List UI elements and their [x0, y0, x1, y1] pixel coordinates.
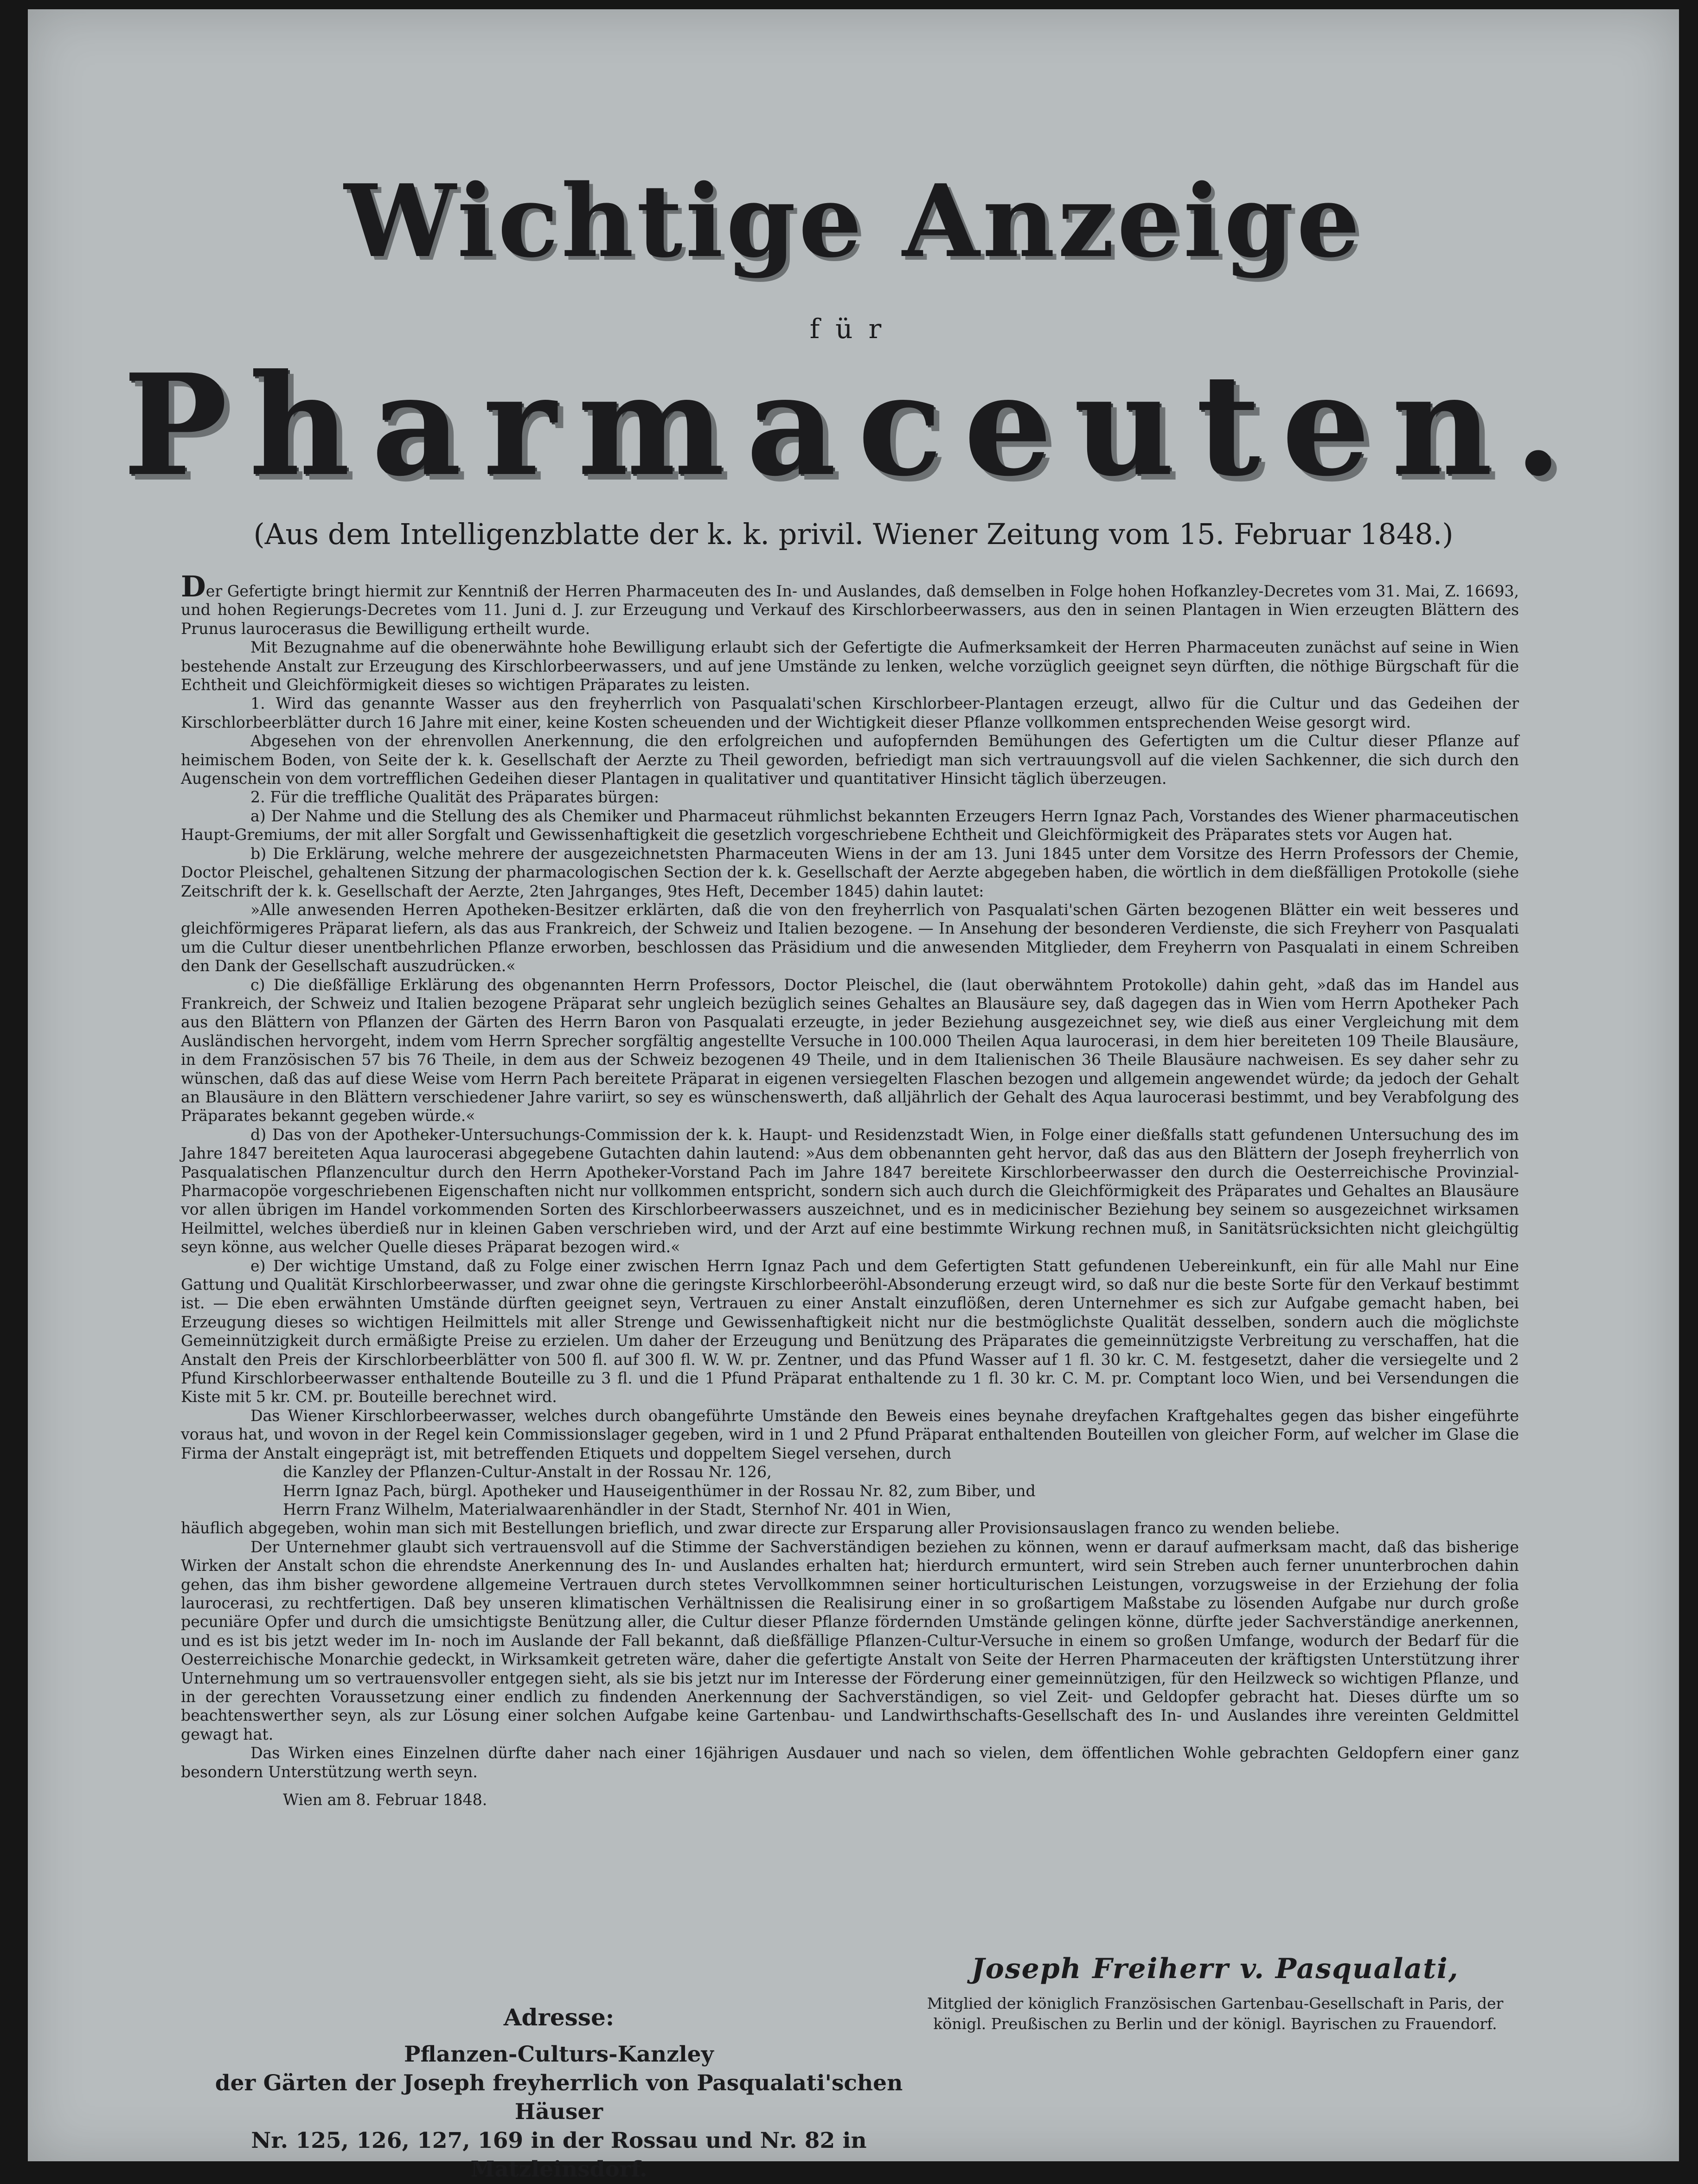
address-list-item: Herrn Franz Wilhelm, Materialwaarenhändler in der Stadt, Sternhof Nr. 401 in Wien, — [283, 1500, 952, 1518]
signatory-title-line: königl. Preußischen zu Berlin und der königl. Bayrischen zu Frauendorf. — [933, 2015, 1497, 2033]
paragraph: »Alle anwesenden Herren Apotheken-Besitzer erklärten, daß die von den freyherrlich von Pasqualati'schen Gärten bezogenen Blätter ein weit besseres und gleichförmigeres Präparat liefern, als das aus Frankreich, der Schweiz und Italien bezogene. — In Ansehung der besonderen Verdienste, die sich Freyherr von Pasqualati um die Cultur dieser unentbehrlichen Pflanze erworben, beschlossen das Präsidium und die anwesenden Mitglieder, dem Freyherrn von Pasqualati in einem Schreiben den Dank der Gesellschaft auszudrücken.« — [181, 900, 1519, 975]
paragraph: 1. Wird das genannte Wasser aus den freyherrlich von Pasqualati'schen Kirschlorbeer-Plantagen erzeugt, allwo für die Cultur und das Gedeihen der Kirschlorbeerblätter durch 16 Jahre mit einer, keine Kosten scheuenden und der Wichtigkeit dieser Pflanze vollkommen entsprechenden Weise gesorgt wird. — [181, 694, 1519, 731]
paragraph: d) Das von der Apotheker-Untersuchungs-Commission der k. k. Haupt- und Residenzstadt Wien, in Folge einer dießfalls statt gefundenen Untersuchung des im Jahre 1847 bereiteten Aqua laurocerasi abgegebene Gutachten dahin lautend: »Aus dem obbenannten geht hervor, daß das aus den Blättern der Joseph freyherrlich von Pasqualatischen Pflanzencultur durch den Herrn Apotheker-Vorstand Pach im Jahre 1847 bereitete Kirschlorbeerwasser den durch die Oesterreichische Provinzial-Pharmacopöe vorgeschriebenen Eigenschaften nicht nur vollkommen entspricht, sondern sich auch durch die Gleichförmigkeit des Präparates und Gehaltes an Blausäure vor allen übrigen im Handel vorkommenden Sorten des Kirschlorbeerwassers auszeichnet, und es in medicinischer Beziehung bey seinem so ausgezeichnet wirksamen Heilmittel, welches überdieß nur in kleinen Gaben verschrieben wird, und der Arzt auf eine bestimmte Wirkung rechnen muß, in Sanitätsrücksichten nicht gleichgültig seyn könne, aus welcher Quelle dieses Präparat bezogen wird.« — [181, 1125, 1519, 1256]
poster-subheading: für — [809, 313, 897, 345]
paragraph: Das Wiener Kirschlorbeerwasser, welches durch obangeführte Umstände den Beweis eines beynahe dreyfachen Kraftgehaltes gegen das bisher eingeführte voraus hat, und wovon in der Regel kein Commissionslager gegeben, wird in 1 und 2 Pfund Präparat enthaltenden Bouteillen von gleicher Form, auf welcher im Glase die Firma der Anstalt eingeprägt ist, mit betreffenden Etiquets und doppeltem Siegel versehen, durch — [181, 1406, 1519, 1462]
paragraph: Der Gefertigte bringt hiermit zur Kenntniß der Herren Pharmaceuten des In- und Auslandes, daß demselben in Folge hohen Hofkanzley-Decretes vom 31. Mai, Z. 16693, und hohen Regierungs-Decretes vom 11. Juni d. J. zur Erzeugung und Verkauf des Kirschlorbeerwassers, aus den in seinen Plantagen in Wien erzeugten Blättern des Prunus laurocerasus die Bewilligung ertheilt wurde. — [181, 570, 1519, 638]
address-line: Nr. 125, 126, 127, 169 in der Rossau und Nr. 82 in — [251, 2128, 867, 2153]
paragraph: 2. Für die treffliche Qualität des Präparates bürgen: — [250, 788, 660, 807]
paragraph: a) Der Nahme und die Stellung des als Chemiker und Pharmaceut rühmlichst bekannten Erzeugers Herrn Ignaz Pach, Vorstandes des Wiener pharmaceutischen Haupt-Gremiums, der mit aller Sorgfalt und Gewissenhaftigkeit die gesetzlich vorgeschriebene Echtheit und Gleichförmigkeit des Präparates stets vor Augen hat. — [181, 807, 1519, 844]
address-heading: Adresse: — [503, 2004, 615, 2031]
address-block — [181, 2004, 937, 2184]
address-list-item: die Kanzley der Pflanzen-Cultur-Anstalt in der Rossau Nr. 126, — [283, 1463, 772, 1481]
poster-title: Pharmaceuten. — [123, 343, 1584, 507]
signatory-title — [914, 1993, 1517, 2034]
paragraph: Mit Bezugnahme auf die obenerwähnte hohe Bewilligung erlaubt sich der Gefertigte die Aufmerksamkeit der Herren Pharmaceuten zunächst auf seine in Wien bestehende Anstalt zur Erzeugung des Kirschlorbeerwassers, und auf jene Umstände zu lenken, welche vorzüglich geeignet seyn dürften, die nöthige Bürgschaft für die Echtheit und Gleichförmigkeit dieses so wichtigen Präparates zu leisten. — [181, 638, 1519, 694]
address-text — [181, 2040, 937, 2184]
source-note: (Aus dem Intelligenzblatte der k. k. privil. Wiener Zeitung vom 15. Februar 1848.) — [253, 517, 1454, 551]
poster-sheet — [28, 9, 1679, 2182]
paragraph: b) Die Erklärung, welche mehrere der ausgezeichnetsten Pharmaceuten Wiens in der am 13. Juni 1845 unter dem Vorsitze des Herrn Professors der Chemie, Doctor Pleischel, gehaltenen Sitzung der pharmacologischen Section der k. k. Gesellschaft der Aerzte abgegeben haben, die wörtlich in dem dießfälligen Protokolle (siehe Zeitschrift der k. k. Gesellschaft der Aerzte, 2ten Jahrganges, 9tes Heft, December 1845) dahin lautet: — [181, 844, 1519, 900]
paragraph: Das Wirken eines Einzelnen dürfte daher nach einer 16jährigen Ausdauer und nach so vielen, dem öffentlichen Wohle gebrachten Geldopfern einer ganz besondern Unterstützung werth seyn. — [181, 1744, 1519, 1781]
paragraph: Abgesehen von der ehrenvollen Anerkennung, die den erfolgreichen und aufopfernden Bemühungen des Gefertigten um die Cultur dieser Pflanze auf heimischem Boden, von Seite der k. k. Gesellschaft der Aerzte zu Theil geworden, befriedigt man sich vertrauungsvoll auf die vielen Sachkenner, die sich durch den Augenschein von dem vortrefflichen Gedeihen dieser Plantagen in qualitativer und quantitativer Hinsicht täglich überzeugen. — [181, 732, 1519, 788]
poster-heading: Wichtige Anzeige — [344, 162, 1363, 280]
paragraph: Der Unternehmer glaubt sich vertrauensvoll auf die Stimme der Sachverständigen beziehen zu können, wenn er darauf aufmerksam macht, daß das bisherige Wirken der Anstalt schon die ehrendste Anerkennung des In- und Auslandes erhalten hat; hierdurch ermuntert, wird sein Streben auch ferner ununterbrochen dahin gehen, das ihm bisher gewordene allgemeine Vertrauen durch stetes Vervollkommnen seiner horticulturischen Leistungen, vorzugsweise in der Erziehung der folia laurocerasi, zu rechtfertigen. Daß bey unseren klimatischen Verhältnissen die Realisirung einer in so großartigem Maßstabe zu lösenden Aufgabe nur durch große pecuniäre Opfer und durch die umsichtigste Benützung aller, die Cultur dieser Pflanze fördernden Umstände gelingen könne, dürfte jeder Sachverständige anerkennen, und es ist bis jetzt weder im In- noch im Auslande der Fall bekannt, daß dießfällige Pflanzen-Cultur-Versuche in einem so großen Umfange, wodurch der Bedarf für die Oesterreichische Monarchie gedeckt, in Wirksamkeit getreten wäre, daher die gefertigte Anstalt von Seite der Herren Pharmaceuten der kräftigsten Unterstützung ihrer Unternehmung um so vertrauensvoller entgegen sieht, als sie bis jetzt nur im Interesse der Förderung einer gemeinnützigen, für den Heilzweck so wichtigen Pflanze, und in der gerechten Voraussetzung einer endlich zu findenden Anerkennung der Sachverständigen, so viel Zeit- und Geldopfer gebracht hat. Dieses dürfte um so beachtenswerther seyn, als zur Lösung einer solchen Aufgabe keine Gartenbau- und Landwirthschafts-Gesellschaft des In- und Auslandes ihre vereinten Geldmittel gewagt hat. — [181, 1537, 1519, 1743]
date-line: Wien am 8. Februar 1848. — [283, 1791, 487, 1809]
address-line: der Gärten der Joseph freyherrlich von Pasqualati'schen Häuser — [215, 2070, 903, 2125]
signatory-name: Joseph Freiherr v. Pasqualati, — [971, 1953, 1459, 1985]
address-line: Matzleinsdorf. — [470, 2157, 647, 2182]
address-list-item: Herrn Ignaz Pach, bürgl. Apotheker und Hauseigenthümer in der Rossau Nr. 82, zum Biber, und — [283, 1481, 1036, 1500]
signatory-title-line: Mitglied der königlich Französischen Gartenbau-Gesellschaft in Paris, der — [927, 1994, 1504, 2012]
paragraph: e) Der wichtige Umstand, daß zu Folge einer zwischen Herrn Ignaz Pach und dem Gefertigten Statt gefundenen Uebereinkunft, ein für alle Mahl nur Eine Gattung und Qualität Kirschlorbeerwasser, und zwar ohne die geringste Kirschlorbeeröhl-Absonderung erzeugt wird, so daß nur die beste Sorte für den Verkauf bestimmt ist. — Die eben erwähnten Umstände dürften geeignet seyn, Vertrauen zu einer Anstalt einzuflößen, deren Unternehmer es sich zur Aufgabe gemacht haben, bei Erzeugung dieses so wichtigen Heilmittels mit aller Strenge und Gewissenhaftigkeit nicht nur die bestmöglichste Qualität desselben, sondern auch die möglichste Gemeinnützigkeit durch ermäßigte Preise zu erzielen. Um daher der Erzeugung und Benützung des Präparates die gemeinnützigste Verbreitung zu verschaffen, hat die Anstalt den Preis der Kirschlorbeerblätter von 500 fl. auf 300 fl. W. W. pr. Zentner, und das Pfund Wasser auf 1 fl. 30 kr. C. M. festgesetzt, daher die versiegelte und 2 Pfund Kirschlorbeerwasser enthaltende Bouteille zu 3 fl. und die 1 Pfund Präparat enthaltende zu 1 fl. 30 kr. C. M. pr. Comptant loco Wien, und bei Versendungen die Kiste mit 5 kr. CM. pr. Bouteille berechnet wird. — [181, 1256, 1519, 1406]
address-line: Pflanzen-Culturs-Kanzley — [404, 2042, 714, 2067]
paragraph: häuflich abgegeben, wohin man sich mit Bestellungen brieflich, und zwar directe zur Ersparung aller Provisionsauslagen franco zu wenden beliebe. — [181, 1519, 1340, 1537]
body-text — [181, 570, 1519, 1809]
paragraph: c) Die dießfällige Erklärung des obgenannten Herrn Professors, Doctor Pleischel, die (laut oberwähntem Protokolle) dahin geht, »daß das im Handel aus Frankreich, der Schweiz und Italien bezogene Präparat sehr ungleich bezüglich seines Gehaltes an Blausäure sey, daß dagegen das in Wien vom Herrn Apotheker Pach aus den Blättern von Pflanzen der Gärten des Herrn Baron von Pasqualati erzeugte, in jeder Beziehung ausgezeichnet sey, wie dieß aus einer Vergleichung mit dem Ausländischen hervorgeht, indem vom Herrn Sprecher sorgfältig angestellte Versuche in 100.000 Theilen Aqua laurocerasi, in dem hier bereiteten 109 Theile Blausäure, in dem Französischen 57 bis 76 Theile, in dem aus der Schweiz bezogenen 49 Theile, und in dem Italienischen 36 Theile Blausäure nachweisen. Es sey daher sehr zu wünschen, daß das auf diese Weise vom Herrn Pach bereitete Präparat in eigenen versiegelten Flaschen bezogen und allgemein angewendet würde; da jedoch der Gehalt an Blausäure in den Blättern verschiedener Jahre variirt, so sey es wünschenswerth, daß alljährlich der Gehalt des Aqua laurocerasi bestimmt, und bey Verabfolgung des Präparates bekannt gegeben würde.« — [181, 975, 1519, 1125]
signature-block — [914, 1953, 1517, 2034]
